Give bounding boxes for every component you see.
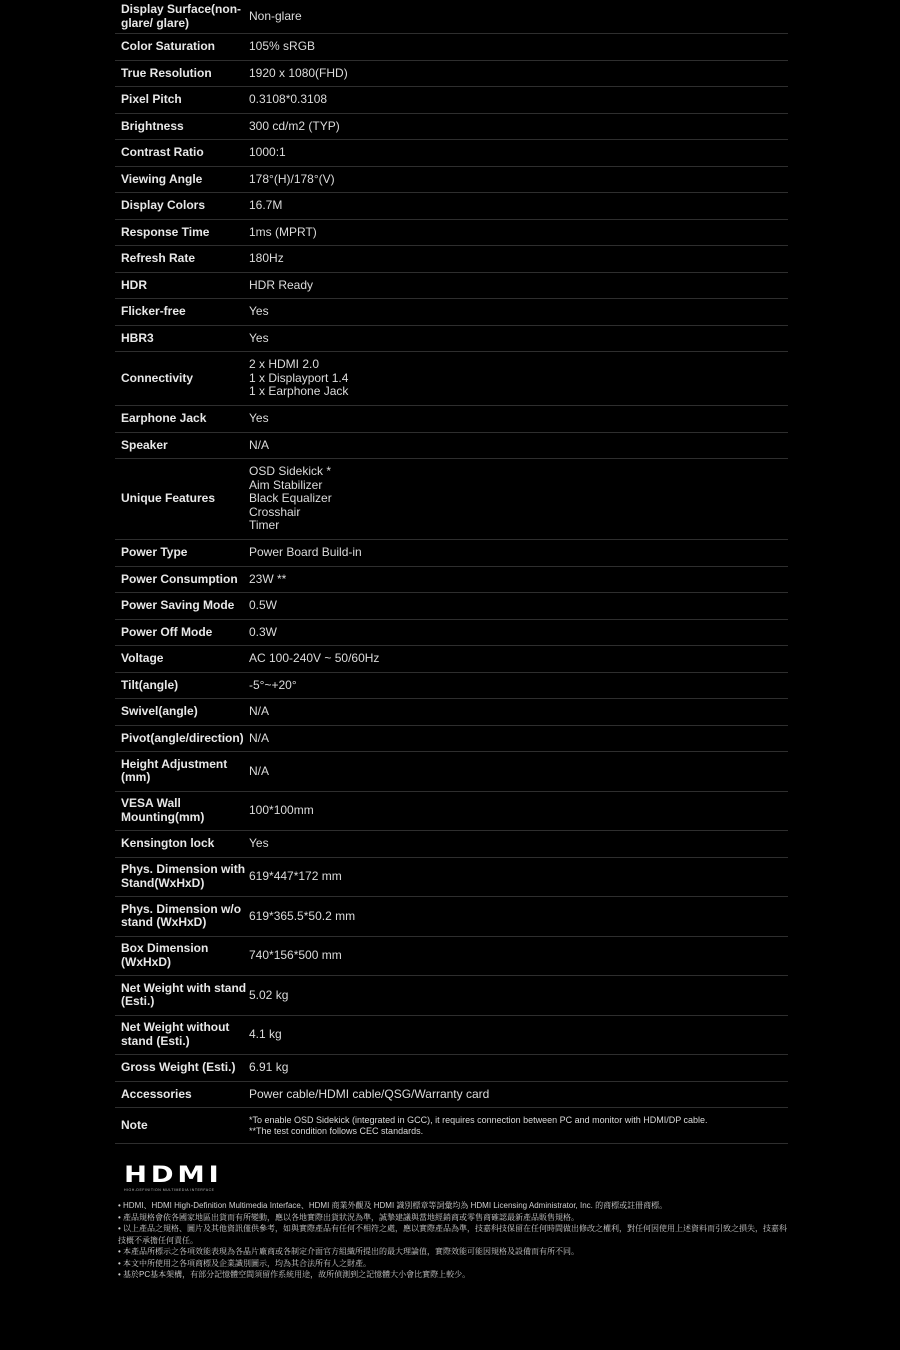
spec-value: 1ms (MPRT) [249,224,317,239]
spec-value: N/A [249,437,270,452]
spec-value: Yes [249,411,269,425]
spec-value: N/A [249,704,270,718]
spec-value: Yes [249,330,269,345]
spec-label: Power Off Mode [121,624,213,639]
hdmi-logo [124,1165,790,1192]
spec-label: Net Weight with stand (Esti.) [121,980,247,1009]
spec-row [115,1016,788,1056]
spec-label: Accessories [121,1086,192,1101]
spec-value: 0.3108*0.3108 [249,92,328,106]
disclaimer-item: • 以上產品之規格、圖片及其他資訊僅供參考，如與實際產品有任何不相符之處，應以實際產品為準，技嘉科技保留在任何時間做出修改之權利，對任何因使用上述資料而引致之損失，技嘉科技概不承擔任何責任。 [118,1224,788,1245]
spec-label: Display Colors [121,198,206,212]
spec-label: VESA Wall Mounting(mm) [121,796,205,824]
spec-row [115,567,788,594]
spec-value: Yes [249,836,269,850]
spec-value: Power cable/HDMI cable/QSG/Warranty card [249,1086,490,1101]
spec-label: Phys. Dimension with Stand(WxHxD) [121,862,246,890]
hdmi-logo-tagline: HIGH-DEFINITION MULTIMEDIA INTERFACE [124,1188,215,1192]
spec-value: N/A [249,763,270,778]
spec-label: Power Type [121,545,188,559]
spec-label: Voltage [121,651,164,665]
spec-row [115,246,788,273]
spec-row [115,459,788,540]
spec-label: Flicker-free [121,304,186,318]
spec-row [115,1055,788,1082]
spec-label: Box Dimension (WxHxD) [121,941,209,969]
spec-label: Swivel(angle) [121,704,198,718]
spec-value: 180Hz [249,251,284,265]
spec-row [115,1082,788,1109]
disclaimer-item: • 產品規格會依各國家地區出貨而有所變動，應以各地實際出貨狀況為準，誠摯建議與當地經銷商或零售商確認最新產品販售規格。 [118,1212,580,1222]
spec-label: Height Adjustment (mm) [121,756,228,785]
spec-value: Power Board Build-in [249,545,362,559]
spec-label: Unique Features [121,491,216,506]
spec-value: 619*447*172 mm [249,869,342,883]
spec-label: Color Saturation [121,39,216,53]
spec-value: N/A [249,730,270,745]
disclaimer-item: • 本文中所使用之各項商標及企業識別圖示，均為其合法所有人之財產。 [118,1258,372,1268]
spec-label: Net Weight without stand (Esti.) [121,1020,230,1048]
spec-label: Display Surface(non-glare/ glare) [121,2,242,30]
spec-label: True Resolution [121,65,212,80]
spec-value: 23W ** [249,571,287,586]
spec-row [115,540,788,567]
spec-row [115,34,788,61]
spec-value: 1920 x 1080(FHD) [249,65,348,80]
spec-row [115,976,788,1016]
spec-label: Kensington lock [121,836,215,850]
spec-row [115,193,788,220]
spec-label: Phys. Dimension w/o stand (WxHxD) [121,901,242,930]
spec-value: HDR Ready [249,277,314,292]
spec-label: Contrast Ratio [121,145,204,159]
spec-value: 5.02 kg [249,987,289,1002]
spec-row [115,0,788,34]
spec-value: 740*156*500 mm [249,948,342,962]
disclaimer-item: • 本產品所標示之各項效能表現為各晶片廠商或各制定介面官方組織所提出的最大理論值，實際效能可能因規格及設備而有所不同。 [118,1247,580,1256]
spec-label: Power Saving Mode [121,598,235,612]
spec-value: 105% sRGB [249,39,316,53]
spec-row [115,406,788,433]
disclaimer-list [118,1200,790,1281]
disclaimer-item: • HDMI、HDMI High-Definition Multimedia Interface、HDMI 商業外觀及 HDMI 識別標章等詞彙均為 HDMI Licensing Administrator, Inc. 的商標或註冊商標。 [118,1201,668,1210]
spec-row [115,326,788,353]
spec-value: 1000:1 [249,145,286,159]
spec-row [115,699,788,726]
spec-row [115,831,788,858]
spec-row [115,167,788,194]
spec-value: Non-glare [249,8,302,23]
spec-value: OSD Sidekick * Aim Stabilizer Black Equalizer Crosshair Timer [249,464,332,533]
spec-label: Earphone Jack [121,411,207,425]
spec-value: 2 x HDMI 2.0 1 x Displayport 1.4 1 x Earphone Jack [249,357,349,399]
spec-row [115,433,788,460]
spec-value: 0.5W [249,598,278,612]
disclaimer-item: • 基於PC基本架構，有部分記憶體空間須留作系統用途，故所偵測到之記憶體大小會比實際上較少。 [118,1270,471,1279]
spec-value: AC 100-240V ~ 50/60Hz [249,651,380,665]
spec-value: 0.3W [249,624,278,639]
spec-row [115,114,788,141]
spec-label: HBR3 [121,330,154,345]
spec-row [115,752,788,792]
spec-label: Speaker [121,437,168,452]
spec-table [115,0,788,1144]
spec-label: Power Consumption [121,571,238,586]
spec-row [115,593,788,620]
spec-row [115,646,788,673]
spec-label: HDR [121,277,147,292]
spec-value: *To enable OSD Sidekick (integrated in GCC), it requires connection between PC and monitor with HDMI/DP cable. **The test condition follows CEC standards. [249,1114,708,1136]
spec-label: Pivot(angle/direction) [121,730,244,745]
spec-label: Pixel Pitch [121,92,182,106]
spec-value: Yes [249,304,269,318]
spec-row [115,87,788,114]
spec-label: Refresh Rate [121,251,196,265]
spec-label: Viewing Angle [121,171,203,186]
footer [118,1165,790,1281]
spec-value: 16.7M [249,198,283,212]
spec-value: 619*365.5*50.2 mm [249,908,356,923]
spec-row [115,273,788,300]
spec-label: Tilt(angle) [121,677,179,692]
spec-row [115,620,788,647]
spec-row [115,299,788,326]
spec-label: Brightness [121,118,184,133]
spec-label: Note [121,1117,148,1132]
spec-row [115,140,788,167]
spec-label: Gross Weight (Esti.) [121,1060,236,1074]
spec-row [115,1108,788,1144]
spec-value: 300 cd/m2 (TYP) [249,118,340,133]
spec-value: 4.1 kg [249,1027,282,1041]
spec-row [115,220,788,247]
spec-label: Response Time [121,224,210,239]
spec-label: Connectivity [121,370,194,385]
spec-row [115,858,788,898]
spec-value: 6.91 kg [249,1060,289,1074]
spec-row [115,61,788,88]
spec-row [115,792,788,832]
hdmi-logo-text: HDMI [124,1163,223,1188]
spec-row [115,726,788,753]
spec-row [115,352,788,406]
spec-row [115,897,788,937]
spec-row [115,673,788,700]
spec-value: 100*100mm [249,803,314,817]
spec-value: 178°(H)/178°(V) [249,171,335,186]
spec-value: -5°~+20° [249,677,297,692]
spec-row [115,937,788,977]
